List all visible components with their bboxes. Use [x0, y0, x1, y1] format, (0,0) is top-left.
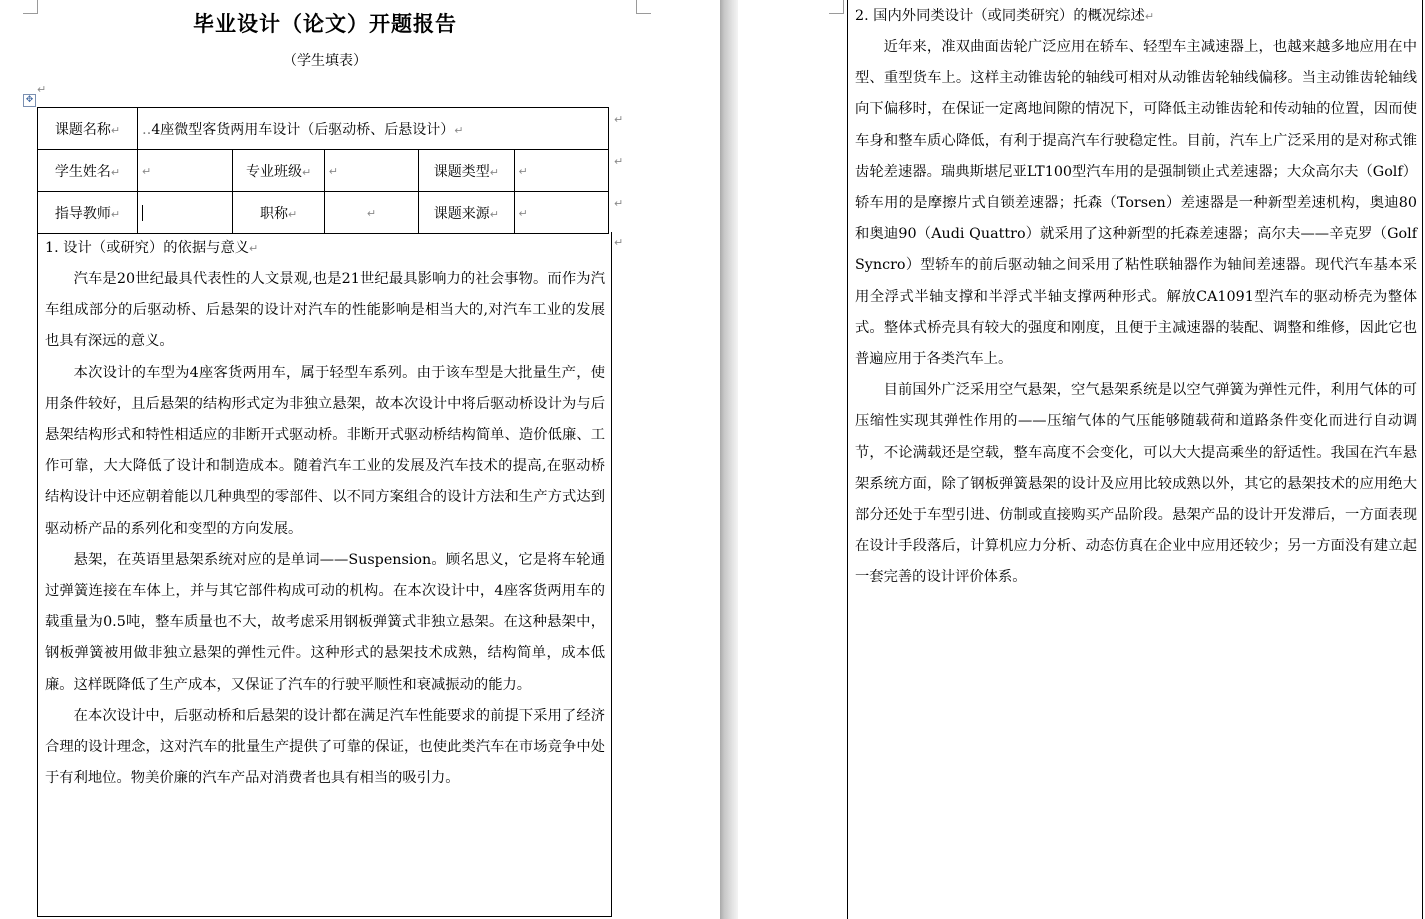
topic-value-cell[interactable]: ‥4座微型客货两用车设计（后驱动桥、后悬设计）↵ [138, 108, 609, 150]
title-value-cell[interactable]: ↵ [324, 192, 418, 234]
major-label: 专业班级 [245, 163, 302, 180]
row-end-mark-icon: ↵ [614, 155, 624, 168]
paragraph: 悬架，在英语里悬架系统对应的是单词——Suspension。顾名思义，它是将车轮通过弹簧连接在车体上，并与其它部件构成可动的机构。在本次设计中，4座客货两用车的载重量为0.5吨，整车质量也不大，故考虑采用钢板弹簧式非独立悬架。在这种悬架中，钢板弹簧被用做非独立悬架的弹性元件。这种形式的悬架技术成熟，结构简单，成本低廉。这样既降低了生产成本，又保证了汽车的行驶平顺性和衰减振动的能力。 [45, 551, 605, 693]
advisor-label: 指导教师 [54, 205, 111, 222]
table-row [38, 192, 609, 234]
advisor-value-cell[interactable] [138, 192, 233, 234]
table-row [38, 150, 609, 192]
student-value-cell[interactable]: ↵ [138, 150, 233, 192]
section-1-content [45, 234, 605, 794]
title-label: 职称 [259, 205, 288, 222]
paragraph: 汽车是20世纪最具代表性的人文景观,也是21世纪最具影响力的社会事物。而作为汽车组成部分的后驱动桥、后悬架的设计对汽车的性能影响是相当大的,对汽车工业的发展也具有深远的意义。 [45, 271, 605, 350]
section-2-heading: 2. 国内外同类设计（或同类研究）的概况综述↵ [855, 8, 1155, 24]
type-value-cell[interactable]: ↵ [514, 150, 608, 192]
paragraph: 在本次设计中，后驱动桥和后悬架的设计都在满足汽车性能要求的前提下采用了经济合理的设计理念，这对汽车的批量生产提供了可靠的保证，也使此类汽车在市场竞争中处于有利地位。物美价廉的汽车产品对消费者也具有相当的吸引力。 [45, 707, 605, 787]
source-label: 课题来源 [433, 205, 490, 222]
topic-value: 4座微型客货两用车设计（后驱动桥、后悬设计） [151, 121, 455, 138]
source-value-cell[interactable]: ↵ [514, 192, 608, 234]
section-1-heading: 1. 设计（或研究）的依据与意义↵ [45, 240, 259, 256]
section-1-box[interactable] [37, 232, 612, 917]
page-gutter [720, 0, 738, 919]
row-end-mark-icon: ↵ [614, 113, 624, 126]
margin-corner-mark [829, 0, 844, 14]
document-title: 毕业设计（论文）开题报告 [193, 11, 457, 36]
source-label-cell: 课题来源↵ [419, 192, 514, 234]
major-label-cell: 专业班级↵ [233, 150, 324, 192]
topic-label-cell: 课题名称↵ [38, 108, 138, 150]
paragraph: 目前国外广泛采用空气悬架，空气悬架系统是以空气弹簧为弹性元件，利用气体的可压缩性实现其弹性作用的——压缩气体的气压能够随载荷和道路条件变化而进行自动调节，不论满载还是空载，整车高度不会变化，可以大大提高乘坐的舒适性。我国在汽车悬架系统方面，除了钢板弹簧悬架的设计及应用比较成熟以外，其它的悬架技术的应用绝大部分还处于车型引进、仿制或直接购买产品阶段。悬架产品的设计开发滞后，一方面表现在设计手段落后，计算机应力分析、动态仿真在企业中应用还较少；另一方面没有建立起一套完善的设计评价体系。 [855, 382, 1417, 586]
section-2-content [855, 4, 1417, 594]
paragraph: 本次设计的车型为4座客货两用车，属于轻型车系列。由于该车型是大批量生产，使用条件较好，且后悬架的结构形式定为非独立悬架，故本次设计中将后驱动桥设计为与后悬架结构形式和特性相适应的非断开式驱动桥。非断开式驱动桥结构简单、造价低廉、工作可靠，大大降低了设计和制造成本。随着汽车工业的发展及汽车技术的提高,在驱动桥结构设计中还应朝着能以几种典型的零部件、以不同方案组合的设计方法和生产方式达到驱动桥产品的系列化和变型的方向发展。 [45, 364, 605, 537]
row-end-mark-icon: ↵ [614, 197, 624, 210]
info-table [37, 107, 609, 234]
topic-label: 课题名称 [54, 121, 111, 138]
document-subtitle: （学生填表） [283, 53, 367, 69]
paragraph-mark-icon: ↵ [37, 83, 47, 96]
student-label: 学生姓名 [54, 163, 111, 180]
type-label-cell: 课题类型↵ [419, 150, 514, 192]
title-label-cell: 职称↵ [233, 192, 324, 234]
table-move-handle-icon[interactable]: ✥ [23, 94, 36, 107]
row-end-mark-icon: ↵ [614, 236, 624, 249]
type-label: 课题类型 [433, 163, 490, 180]
section-2-box[interactable] [847, 0, 1423, 919]
table-row [38, 108, 609, 150]
major-value-cell[interactable]: ↵ [324, 150, 418, 192]
advisor-label-cell: 指导教师↵ [38, 192, 138, 234]
paragraph: 近年来，准双曲面齿轮广泛应用在轿车、轻型车主减速器上，也越来越多地应用在中型、重型货车上。这样主动锥齿轮的轴线可相对从动锥齿轮轴线偏移。当主动锥齿轮轴线向下偏移时，在保证一定离地间隙的情况下，可降低主动锥齿轮和传动轴的位置，因而使车身和整车质心降低，有利于提高汽车行驶稳定性。目前，汽车上广泛采用的是对称式锥齿轮差速器。瑞典斯堪尼亚LT100型汽车用的是强制锁止式差速器；大众高尔夫（Golf）轿车用的是摩擦片式自锁差速器；托森（Torsen）差速器是一种新型差速机构，奥迪80和奥迪90（Audi Quattro）就采用了这种新型的托森差速器；高尔夫——辛克罗（Golf Syncro）型轿车的前后驱动轴之间采用了粘性联轴器作为轴间差速器。现代汽车基本采用全浮式半轴支撑和半浮式半轴支撑两种形式。解放CA1091型汽车的驱动桥壳为整体式。整体式桥壳具有较大的强度和刚度，且便于主减速器的装配、调整和维修，因此它也普遍应用于各类汽车上。 [855, 39, 1417, 368]
student-label-cell: 学生姓名↵ [38, 150, 138, 192]
